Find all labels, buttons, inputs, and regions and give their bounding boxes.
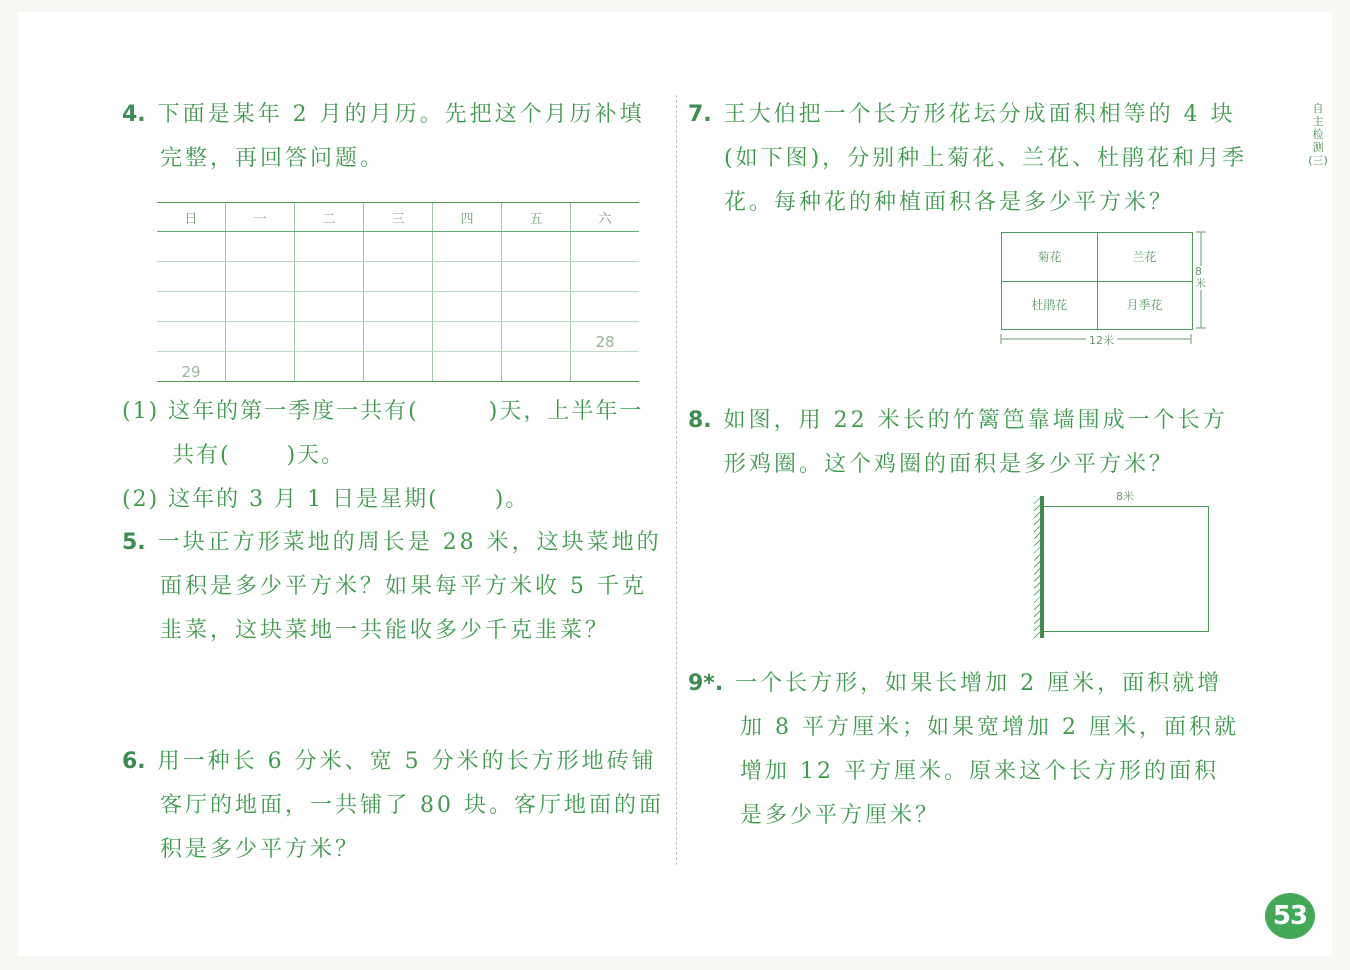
calendar-cell[interactable] [226, 262, 295, 292]
calendar-cell[interactable] [226, 352, 295, 382]
calendar-cell[interactable] [226, 322, 295, 352]
question-text: (如下图)，分别种上菊花、兰花、杜鹃花和月季 [724, 146, 1248, 171]
calendar-cell[interactable] [364, 232, 433, 262]
subquestion-1-text: (1) 这年的第一季度一共有( [122, 399, 419, 424]
calendar-cell[interactable] [502, 262, 571, 292]
calendar-cell[interactable] [226, 232, 295, 262]
question-number: 6. [122, 749, 146, 774]
question-text: 一块正方形菜地的周长是 28 米，这块菜地的 [157, 530, 662, 555]
calendar-cell[interactable] [433, 292, 502, 322]
question-text: 用一种长 6 分米、宽 5 分米的长方形地砖铺 [157, 749, 657, 774]
calendar-cell[interactable] [433, 352, 502, 382]
question-text: 韭菜，这块菜地一共能收多少千克韭菜？ [160, 618, 611, 643]
february-calendar [157, 202, 639, 382]
weekday-header: 三 [364, 203, 433, 232]
question-number: 5. [122, 530, 146, 555]
calendar-cell[interactable] [571, 352, 640, 382]
calendar-cell[interactable] [295, 232, 364, 262]
question-4-subquestions [122, 390, 643, 522]
calendar-week-row [157, 292, 639, 322]
calendar-week-row [157, 262, 639, 292]
question-text: 下面是某年 2 月的月历。先把这个月历补填 [157, 102, 645, 127]
question-text: 如图，用 22 米长的竹篱笆靠墙围成一个长方 [723, 408, 1228, 433]
calendar-cell[interactable] [571, 232, 640, 262]
flower-plot-label: 菊花 [1037, 250, 1062, 264]
question-text: 完整，再回答问题。 [160, 146, 386, 171]
flower-plot-label: 兰花 [1132, 250, 1157, 264]
calendar-cell[interactable] [295, 262, 364, 292]
question-4-stem [122, 93, 645, 181]
calendar-cell[interactable] [157, 292, 226, 322]
calendar-cell[interactable] [502, 292, 571, 322]
calendar-week-row [157, 352, 639, 382]
calendar-week-row [157, 322, 639, 352]
weekday-header: 五 [502, 203, 571, 232]
chicken-pen-diagram [1044, 506, 1209, 632]
weekday-header: 一 [226, 203, 295, 232]
weekday-header: 日 [157, 203, 226, 232]
calendar-week-row [157, 232, 639, 262]
calendar-cell[interactable] [433, 262, 502, 292]
section-side-label: 自主检测(三) [1308, 102, 1328, 167]
calendar-cell[interactable] [433, 232, 502, 262]
question-text: 是多少平方厘米？ [740, 803, 941, 828]
question-7 [688, 93, 1247, 225]
calendar-cell[interactable]: 28 [571, 322, 640, 352]
calendar-cell[interactable] [364, 352, 433, 382]
subquestion-1-text: 共有( [172, 443, 231, 468]
question-text: 花。每种花的种植面积各是多少平方米？ [724, 190, 1175, 215]
calendar-cell[interactable] [502, 322, 571, 352]
calendar-cell[interactable] [157, 232, 226, 262]
calendar-cell[interactable] [157, 322, 226, 352]
subquestion-1-text: )天。 [286, 443, 346, 468]
question-5 [122, 521, 662, 653]
question-text: 一个长方形，如果长增加 2 厘米，面积就增 [735, 671, 1223, 696]
weekday-header: 二 [295, 203, 364, 232]
width-label: 12米 [1086, 332, 1117, 348]
question-text: 形鸡圈。这个鸡圈的面积是多少平方米？ [724, 452, 1175, 477]
weekday-header: 四 [433, 203, 502, 232]
column-divider [676, 95, 677, 865]
question-8 [688, 399, 1228, 487]
calendar-header-row [157, 203, 639, 232]
calendar-cell[interactable] [502, 352, 571, 382]
calendar-cell[interactable] [433, 322, 502, 352]
calendar-cell[interactable] [295, 352, 364, 382]
pen-length-label: 8米 [1116, 490, 1134, 503]
flower-plot-label: 月季花 [1126, 298, 1163, 312]
calendar-cell[interactable] [157, 262, 226, 292]
calendar-cell[interactable] [295, 292, 364, 322]
subquestion-1-text: )天，上半年一 [488, 399, 644, 424]
calendar-cell[interactable] [571, 262, 640, 292]
question-text: 积是多少平方米？ [160, 837, 361, 862]
calendar-cell[interactable] [364, 292, 433, 322]
question-number: 9*. [688, 671, 724, 696]
question-text: 增加 12 平方厘米。原来这个长方形的面积 [740, 759, 1219, 784]
calendar-cell[interactable] [226, 292, 295, 322]
calendar-cell[interactable]: 29 [157, 352, 226, 382]
question-number: 8. [688, 408, 712, 433]
question-number: 7. [688, 102, 712, 127]
calendar-cell[interactable] [295, 322, 364, 352]
height-label: 8米 [1195, 266, 1209, 290]
page-number-badge: 53 [1265, 893, 1315, 939]
question-9 [688, 662, 1239, 838]
question-text: 客厅的地面，一共铺了 80 块。客厅地面的面 [160, 793, 664, 818]
question-text: 面积是多少平方米？如果每平方米收 5 千克 [160, 574, 647, 599]
calendar-cell[interactable] [502, 232, 571, 262]
question-text: 加 8 平方厘米；如果宽增加 2 厘米，面积就 [740, 715, 1239, 740]
subquestion-2-text: (2) 这年的 3 月 1 日是星期( [122, 487, 439, 512]
flower-plot-label: 杜鹃花 [1031, 298, 1068, 312]
subquestion-2-text: )。 [494, 487, 530, 512]
calendar-cell[interactable] [364, 262, 433, 292]
question-number: 4. [122, 102, 146, 127]
question-6 [122, 740, 664, 872]
weekday-header: 六 [571, 203, 640, 232]
question-text: 王大伯把一个长方形花坛分成面积相等的 4 块 [723, 102, 1236, 127]
calendar-cell[interactable] [364, 322, 433, 352]
calendar-cell[interactable] [571, 292, 640, 322]
